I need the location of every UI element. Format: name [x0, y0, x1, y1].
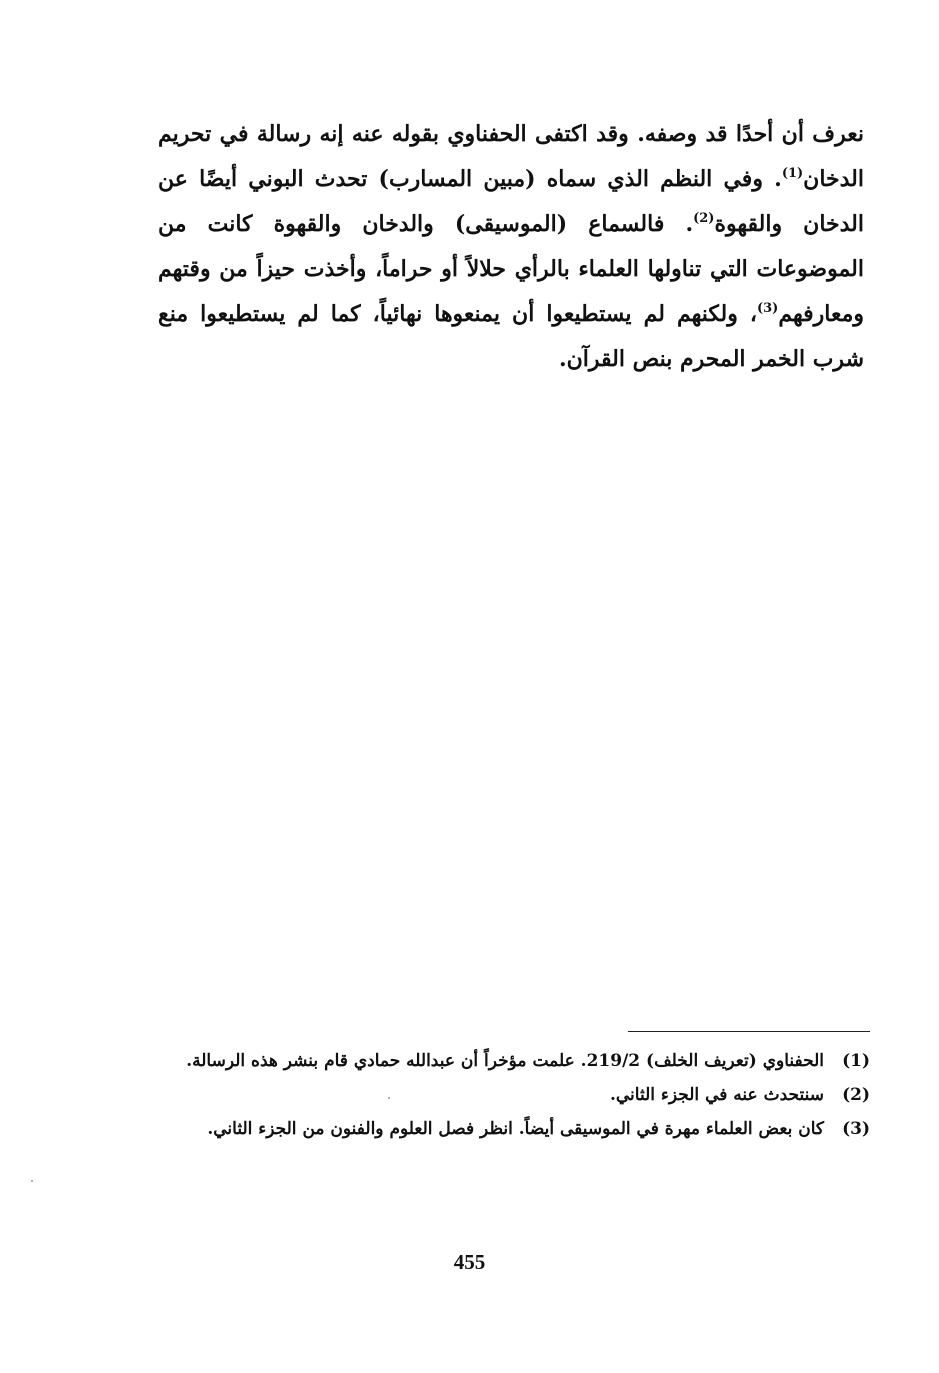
- footnote-1: [162, 1046, 870, 1077]
- text-segment-1: نعرف أن أحدًا قد وصفه. وقد اكتفى الحفناوي بقوله عنه إنه رسالة في تحريم الدخان: [158, 121, 864, 192]
- footnotes-section: [162, 1046, 870, 1148]
- footnote-text: سنتحدث عنه في الجزء الثاني.: [609, 1085, 824, 1105]
- footnote-ref-2: (2): [693, 211, 715, 226]
- footnote-number: (2): [842, 1085, 870, 1105]
- text-segment-3: . فالسماع (الموسيقى) والدخان والقهوة كانت من الموضوعات التي تناولها العلماء بالرأي حلالاً أو حراماً، وأخذت حيزاً من وقتهم ومعارفهم: [158, 211, 864, 327]
- paragraph: [158, 112, 864, 382]
- page-number: 455: [453, 1250, 486, 1274]
- footnote-ref-1: (1): [781, 166, 804, 181]
- scan-speck: [31, 1180, 33, 1182]
- footnote-3: [162, 1114, 870, 1145]
- footnote-divider: [628, 1031, 870, 1032]
- footnote-text: الحفناوي (تعريف الخلف) 219/2. علمت مؤخراً أن عبدالله حمادي قام بنشر هذه الرسالة.: [186, 1051, 824, 1071]
- footnote-2: [162, 1080, 870, 1111]
- footnote-text: كان بعض العلماء مهرة في الموسيقى أيضاً. انظر فصل العلوم والفنون من الجزء الثاني.: [207, 1119, 824, 1139]
- text-segment-2: . وفي النظم الذي سماه (مبين المسارب) تحدث البوني أيضًا عن الدخان والقهوة: [158, 166, 864, 237]
- footnote-ref-3: (3): [756, 301, 779, 316]
- footnote-number: (1): [842, 1051, 870, 1071]
- text-segment-4: ، ولكنهم لم يستطيعوا أن يمنعوها نهائياً، كما لم يستطيعوا منع شرب الخمر المحرم بنص القرآن.: [158, 301, 864, 372]
- scan-speck: [388, 1097, 390, 1099]
- footnote-number: (3): [842, 1119, 870, 1139]
- main-paragraph: [158, 112, 864, 382]
